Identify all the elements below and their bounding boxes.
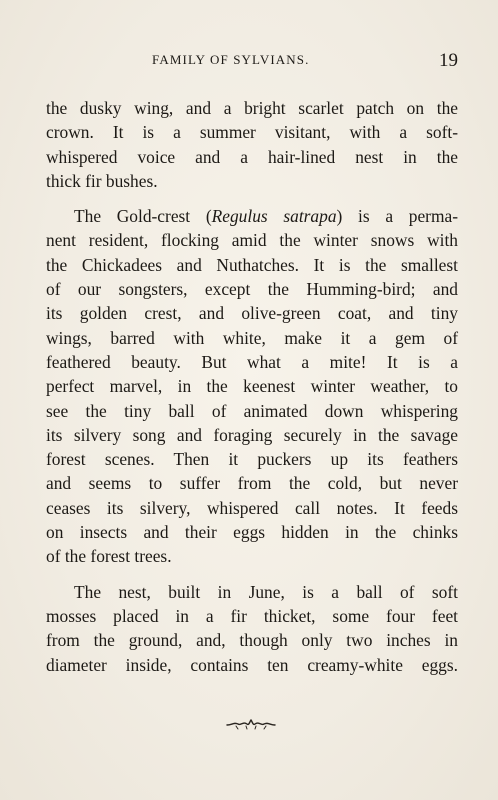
text-line: forest scenes. Then it puckers up its feathers xyxy=(46,449,458,470)
text-line: the dusky wing, and a bright scarlet patch on the xyxy=(46,98,458,118)
text-line: crown. It is a summer visitant, with a soft- xyxy=(46,122,458,143)
text-line: from the ground, and, though only two inches in xyxy=(46,630,458,651)
text-line: of our songsters, except the Humming-bird; and xyxy=(46,279,458,300)
text-line: ceases its silvery, whispered call notes. It feeds xyxy=(46,497,458,518)
text-line: its golden crest, and olive-green coat, and tiny xyxy=(46,303,458,324)
italic-phrase-line: The Gold-crest (Regulus satrapa) is a perma- xyxy=(74,206,458,227)
text-line: of the forest trees. xyxy=(46,546,172,567)
text-line: on insects and their eggs hidden in the chinks xyxy=(46,522,458,543)
paragraph-gap xyxy=(46,569,458,580)
text-line: see the tiny ball of animated down whispering xyxy=(46,400,458,421)
page-number: 19 xyxy=(439,50,458,71)
species-name: Regulus satrapa xyxy=(211,206,337,227)
text-line: mosses placed in a fir thicket, some four feet xyxy=(46,605,458,626)
text-line: diameter inside, contains ten creamy-white eggs. xyxy=(46,654,458,675)
running-title: FAMILY OF SYLVIANS. xyxy=(152,52,310,67)
text-line: the Chickadees and Nuthatches. It is the smallest xyxy=(46,254,458,275)
paragraph-2 xyxy=(46,204,458,568)
text-line: and seems to suffer from the cold, but never xyxy=(46,473,458,494)
text-line: wings, barred with white, make it a gem of xyxy=(46,327,458,348)
text-line-indented xyxy=(46,204,458,228)
text-line: its silvery song and foraging securely in the savage xyxy=(46,424,458,445)
text-line-indented: The nest, built in June, is a ball of soft xyxy=(74,581,458,602)
text-line: perfect marvel, in the keenest winter weather, to xyxy=(46,376,458,397)
text-line: thick fir bushes. xyxy=(46,170,158,191)
text-line: whispered voice and a hair-lined nest in the xyxy=(46,146,458,167)
text-line: nent resident, flocking amid the winter snows with xyxy=(46,230,458,251)
tailpiece-ornament-icon xyxy=(226,717,276,731)
paragraph-gap xyxy=(46,193,458,204)
paragraph-3 xyxy=(46,580,458,677)
paragraph-1 xyxy=(46,96,458,193)
text-line: feathered beauty. But what a mite! It is a xyxy=(46,351,458,372)
body-text xyxy=(46,96,458,677)
running-head xyxy=(0,52,498,72)
